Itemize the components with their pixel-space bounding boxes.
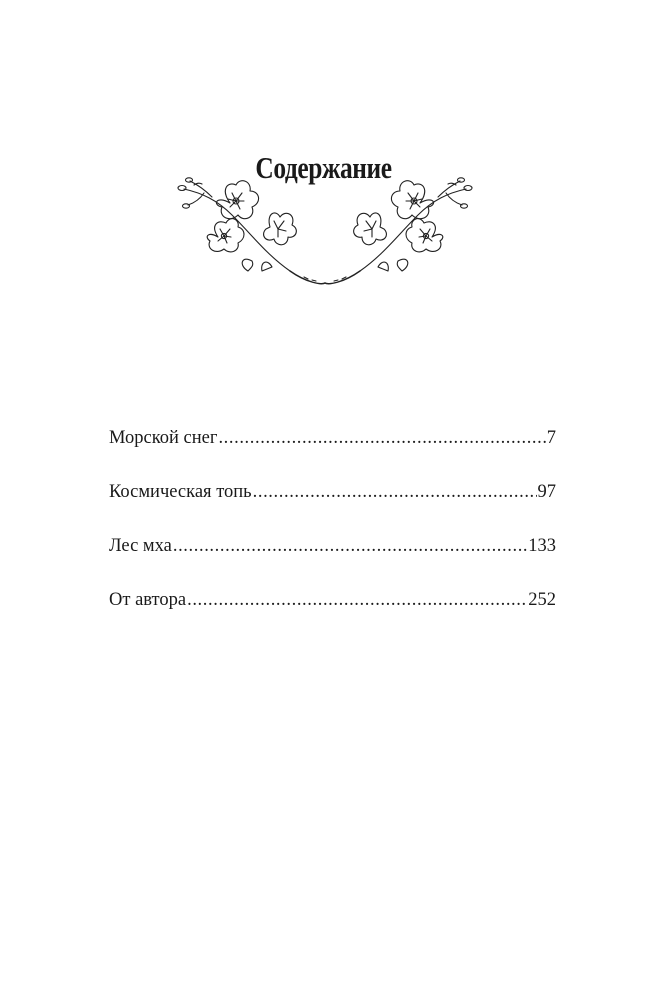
toc-entry-title: Лес мха <box>109 536 172 556</box>
toc-entry[interactable] <box>109 536 556 562</box>
toc-entry-title: От автора <box>109 590 187 610</box>
toc-leader-dots <box>173 536 527 557</box>
toc-entry-page: 97 <box>537 482 556 502</box>
toc-entry-title: Космическая топь <box>109 482 252 502</box>
toc-entry-page: 7 <box>546 428 556 448</box>
page-title: Содержание <box>255 150 392 185</box>
toc-entry-page: 133 <box>528 536 556 556</box>
toc-leader-dots <box>218 428 545 449</box>
floral-ornament-icon <box>172 175 478 290</box>
toc-entry-title: Морской снег <box>109 428 218 448</box>
toc-entry[interactable] <box>109 428 556 454</box>
table-of-contents <box>109 428 556 644</box>
toc-entry-page: 252 <box>528 590 556 610</box>
toc-leader-dots <box>187 590 527 611</box>
toc-leader-dots <box>253 482 537 503</box>
toc-entry[interactable] <box>109 590 556 616</box>
toc-entry[interactable] <box>109 482 556 508</box>
